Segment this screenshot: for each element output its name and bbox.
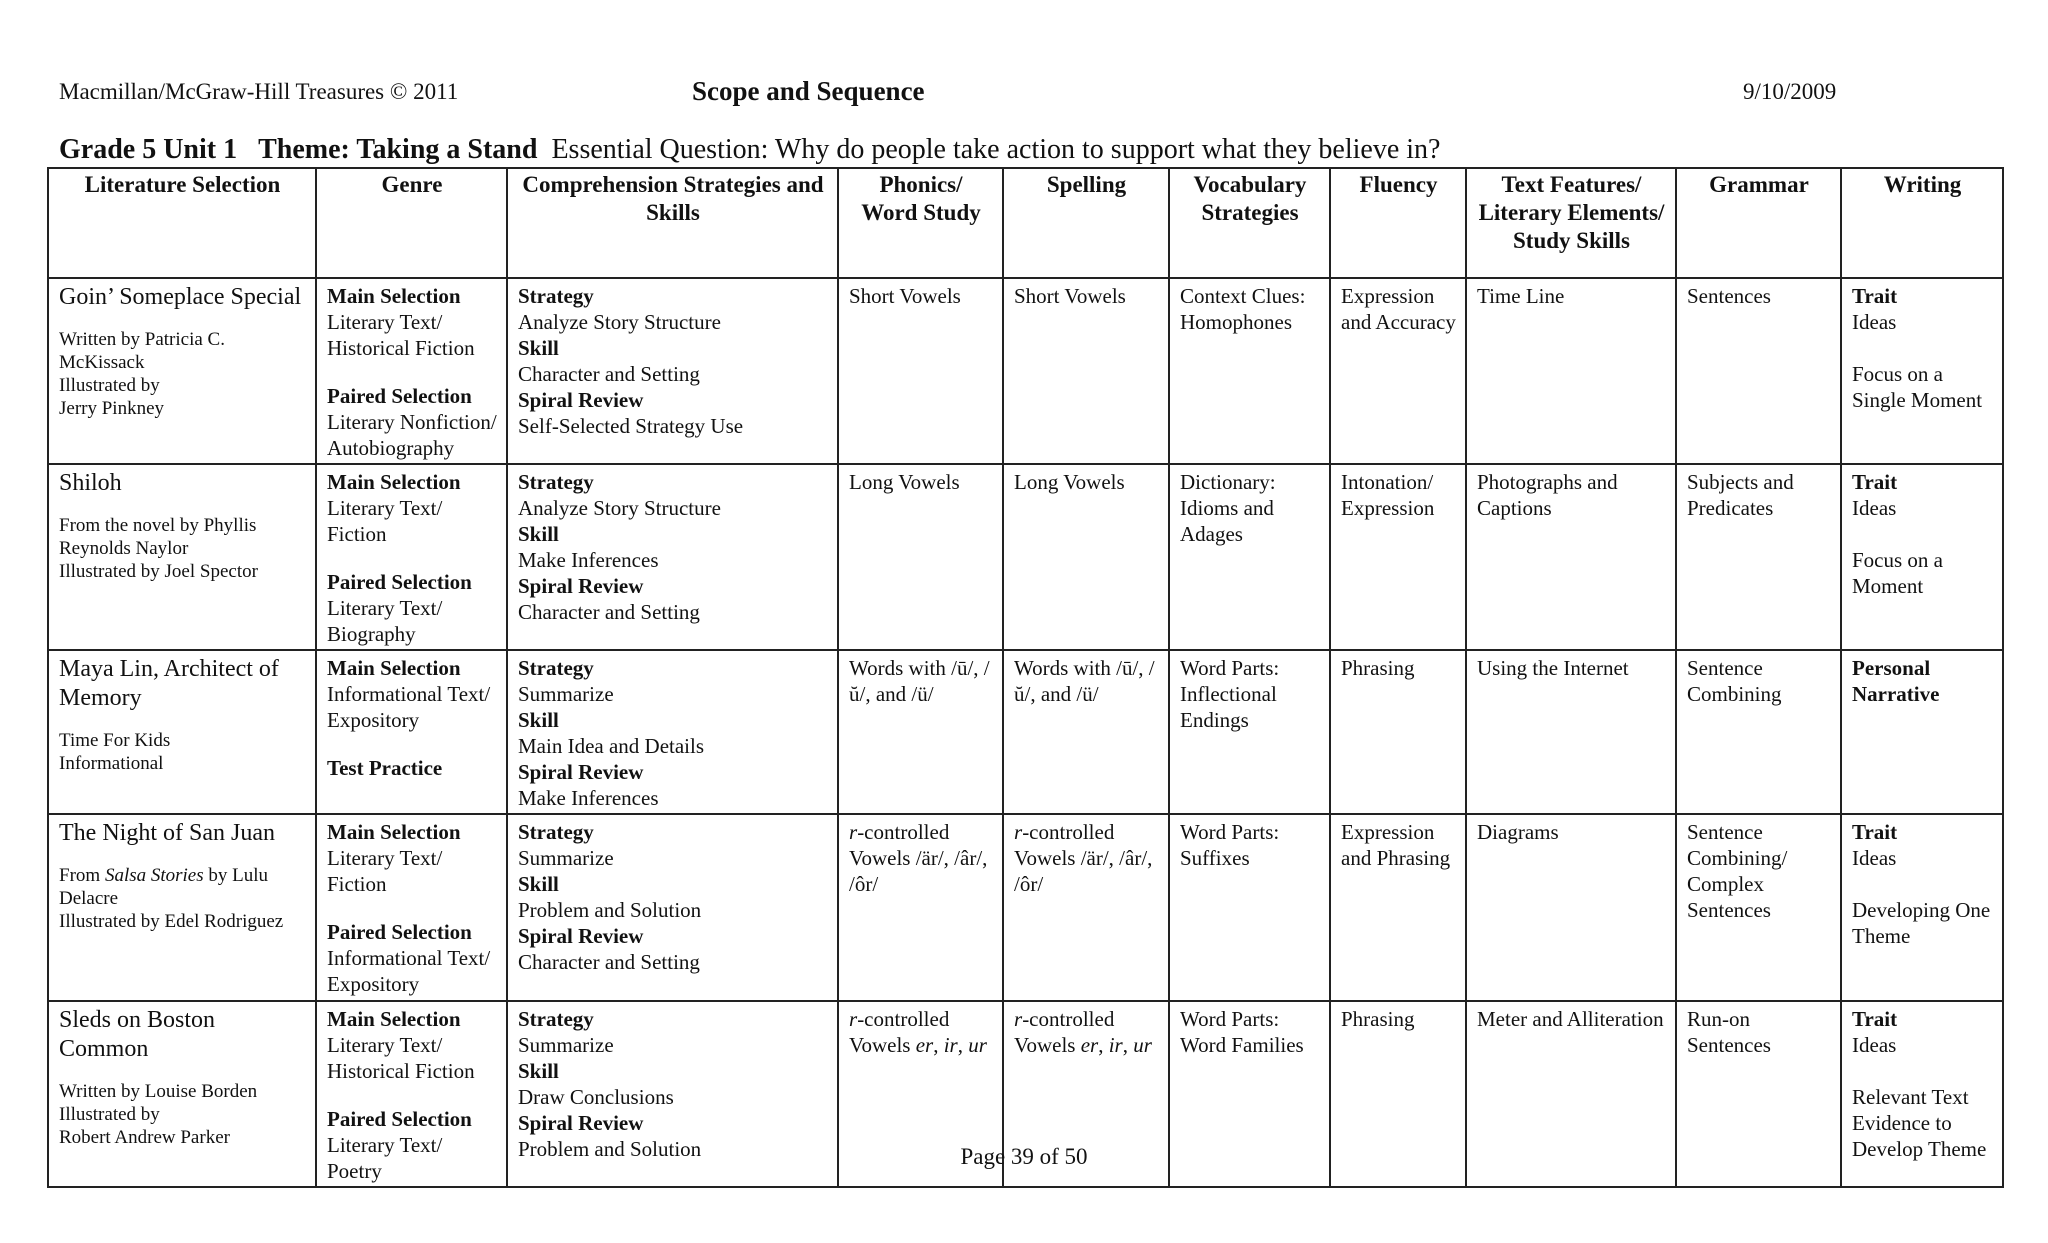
- publisher-header: Macmillan/McGraw-Hill Treasures © 2011: [59, 79, 459, 104]
- genre-label: Main Selection: [327, 656, 461, 680]
- spiral-review-value: Make Inferences: [518, 786, 659, 810]
- spiral-review-value: Character and Setting: [518, 600, 700, 624]
- writing-line: Ideas: [1852, 846, 1897, 870]
- phonics-cell: Short Vowels: [838, 278, 1003, 464]
- comprehension-cell: [507, 464, 838, 650]
- vocabulary-cell: Word Parts: Inflectional Endings: [1169, 650, 1330, 814]
- spiral-review-value: Character and Setting: [518, 950, 700, 974]
- genre-line: Poetry: [327, 1159, 382, 1183]
- genre-line: Literary Text/: [327, 310, 443, 334]
- strategy-label: Strategy: [518, 656, 594, 680]
- skill-label: Skill: [518, 708, 559, 732]
- book-title: Salsa Stories: [104, 865, 204, 886]
- theme-label: Theme: Taking a Stand: [258, 134, 538, 165]
- text-features-cell: Meter and Alliteration: [1466, 1001, 1676, 1187]
- genre-label: Main Selection: [327, 1007, 461, 1031]
- genre-line: Literary Nonfiction/: [327, 410, 497, 434]
- phonics-cell: Words with /ū/, /ŭ/, and /ü/: [838, 650, 1003, 814]
- grammar-cell: Sentence Combining/ Complex Sentences: [1676, 814, 1841, 1001]
- genre-line: Literary Text/: [327, 1133, 443, 1157]
- selection-credit: [59, 864, 306, 933]
- spiral-review-label: Spiral Review: [518, 574, 644, 598]
- writing-line: Ideas: [1852, 310, 1897, 334]
- page-number: Page 39 of 50: [960, 1144, 1088, 1169]
- credit-line: Illustrated by Joel Spector: [59, 561, 258, 582]
- col-header-vocabulary: Vocabulary Strategies: [1169, 168, 1330, 278]
- writing-label: Personal Narrative: [1852, 656, 1940, 706]
- genre-line: Informational Text/: [327, 946, 491, 970]
- genre-cell: [316, 464, 507, 650]
- genre-label: Paired Selection: [327, 1107, 472, 1131]
- genre-line: Informational Text/: [327, 682, 491, 706]
- writing-cell: [1841, 814, 2003, 1001]
- credit-line: Illustrated by Edel Rodriguez: [59, 911, 284, 932]
- genre-label: Main Selection: [327, 820, 461, 844]
- table-row: [48, 464, 2003, 650]
- selection-credit: [59, 514, 306, 583]
- fluency-cell: Intonation/ Expression: [1330, 464, 1466, 650]
- genre-line: Historical Fiction: [327, 336, 475, 360]
- spelling-sep: ,: [1122, 1033, 1134, 1057]
- strategy-label: Strategy: [518, 1007, 594, 1031]
- spiral-review-label: Spiral Review: [518, 1111, 644, 1135]
- table-row: [48, 650, 2003, 814]
- literature-cell: [48, 650, 316, 814]
- credit-line: Robert Andrew Parker: [59, 1127, 230, 1148]
- skill-label: Skill: [518, 1059, 559, 1083]
- spelling-text: -controlled Vowels /är/, /âr/, /ôr/: [1014, 820, 1153, 896]
- genre-line: Literary Text/: [327, 846, 443, 870]
- spelling-italic: er: [1080, 1033, 1099, 1057]
- table-row: [48, 278, 2003, 464]
- col-header-text-features: Text Features/ Literary Elements/ Study Skills: [1466, 168, 1676, 278]
- genre-line: Literary Text/: [327, 1033, 443, 1057]
- phonics-sep: ,: [957, 1033, 969, 1057]
- credit-line: Jerry Pinkney: [59, 398, 165, 419]
- strategy-value: Summarize: [518, 1033, 614, 1057]
- writing-line: Focus on a Single Moment: [1852, 362, 1983, 412]
- grammar-cell: Sentence Combining: [1676, 650, 1841, 814]
- spelling-italic: r: [1014, 1007, 1023, 1031]
- strategy-label: Strategy: [518, 820, 594, 844]
- writing-label: Trait: [1852, 284, 1898, 308]
- phonics-text: -controlled Vowels: [849, 1007, 950, 1057]
- selection-title: The Night of San Juan: [59, 820, 275, 846]
- phonics-italic: er: [915, 1033, 934, 1057]
- spelling-cell: Short Vowels: [1003, 278, 1169, 464]
- genre-label: Paired Selection: [327, 384, 472, 408]
- writing-label: Trait: [1852, 1007, 1898, 1031]
- grade-unit-label: Grade 5 Unit 1: [59, 134, 238, 165]
- grammar-cell: Sentences: [1676, 278, 1841, 464]
- genre-line: Fiction: [327, 872, 387, 896]
- skill-value: Make Inferences: [518, 548, 659, 572]
- spelling-cell: [1003, 814, 1169, 1001]
- writing-label: Trait: [1852, 470, 1898, 494]
- spelling-sep: ,: [1098, 1033, 1109, 1057]
- document-date: 9/10/2009: [1743, 79, 1837, 104]
- comprehension-cell: [507, 814, 838, 1001]
- skill-label: Skill: [518, 336, 559, 360]
- spiral-review-value: Problem and Solution: [518, 1137, 702, 1161]
- credit-line: Informational: [59, 753, 164, 774]
- col-header-fluency: Fluency: [1330, 168, 1466, 278]
- writing-line: Relevant Text Evidence to Develop Theme: [1852, 1085, 1987, 1161]
- literature-cell: [48, 278, 316, 464]
- skill-value: Draw Conclusions: [518, 1085, 674, 1109]
- credit-prefix: From: [59, 865, 105, 886]
- genre-line: Historical Fiction: [327, 1059, 475, 1083]
- genre-line: Expository: [327, 708, 420, 732]
- fluency-cell: Phrasing: [1330, 1001, 1466, 1187]
- comprehension-cell: [507, 278, 838, 464]
- credit-line: Illustrated by: [59, 375, 160, 396]
- vocabulary-cell: Context Clues: Homophones: [1169, 278, 1330, 464]
- scope-sequence-table: [47, 167, 2004, 1188]
- writing-line: Developing One Theme: [1852, 898, 1991, 948]
- unit-heading: [59, 134, 1440, 166]
- header-row: [48, 168, 2003, 278]
- credit-line: Written by Louise Borden: [59, 1081, 258, 1102]
- fluency-cell: Expression and Phrasing: [1330, 814, 1466, 1001]
- table-row: [48, 814, 2003, 1001]
- credit-line: Time For Kids: [59, 730, 171, 751]
- skill-value: Main Idea and Details: [518, 734, 705, 758]
- phonics-italic: r: [849, 820, 858, 844]
- text-features-cell: Time Line: [1466, 278, 1676, 464]
- genre-line: Biography: [327, 622, 416, 646]
- genre-cell: [316, 814, 507, 1001]
- col-header-phonics: Phonics/ Word Study: [838, 168, 1003, 278]
- col-header-comprehension: Comprehension Strategies and Skills: [507, 168, 838, 278]
- writing-label: Trait: [1852, 820, 1898, 844]
- spelling-italic: ur: [1133, 1033, 1152, 1057]
- genre-line: Literary Text/: [327, 596, 443, 620]
- selection-title: Sleds on Boston Common: [59, 1007, 216, 1062]
- skill-label: Skill: [518, 872, 559, 896]
- comprehension-cell: [507, 650, 838, 814]
- strategy-value: Analyze Story Structure: [518, 496, 721, 520]
- grammar-cell: Run-on Sentences: [1676, 1001, 1841, 1187]
- selection-credit: [59, 729, 306, 775]
- writing-line: Focus on a Moment: [1852, 548, 1943, 598]
- genre-line: Fiction: [327, 522, 387, 546]
- genre-label: Paired Selection: [327, 570, 472, 594]
- skill-value: Problem and Solution: [518, 898, 702, 922]
- writing-line: Ideas: [1852, 496, 1897, 520]
- credit-line: McKissack: [59, 352, 145, 373]
- skill-value: Character and Setting: [518, 362, 700, 386]
- writing-cell: [1841, 464, 2003, 650]
- spelling-cell: Words with /ū/, /ŭ/, and /ü/: [1003, 650, 1169, 814]
- col-header-writing: Writing: [1841, 168, 2003, 278]
- strategy-value: Summarize: [518, 846, 614, 870]
- text-features-cell: Using the Internet: [1466, 650, 1676, 814]
- spelling-cell: Long Vowels: [1003, 464, 1169, 650]
- selection-title: Shiloh: [59, 470, 122, 496]
- genre-label: Paired Selection: [327, 920, 472, 944]
- phonics-italic: ir: [943, 1033, 958, 1057]
- vocabulary-cell: Word Parts: Word Families: [1169, 1001, 1330, 1187]
- credit-line: [59, 864, 306, 887]
- credit-line: Written by Patricia C.: [59, 329, 225, 350]
- document-title: Scope and Sequence: [692, 76, 925, 106]
- text-features-cell: Diagrams: [1466, 814, 1676, 1001]
- credit-suffix: by Lulu: [203, 865, 269, 886]
- spelling-text: -controlled Vowels: [1014, 1007, 1115, 1057]
- grammar-cell: Subjects and Predicates: [1676, 464, 1841, 650]
- credit-line: Delacre: [59, 888, 119, 909]
- phonics-cell: Long Vowels: [838, 464, 1003, 650]
- spiral-review-label: Spiral Review: [518, 388, 644, 412]
- phonics-cell: [838, 814, 1003, 1001]
- phonics-sep: ,: [933, 1033, 944, 1057]
- selection-title: Maya Lin, Architect of Memory: [59, 656, 279, 711]
- col-header-literature: Literature Selection: [48, 168, 316, 278]
- strategy-value: Analyze Story Structure: [518, 310, 721, 334]
- literature-cell: [48, 464, 316, 650]
- writing-line: Ideas: [1852, 1033, 1897, 1057]
- genre-cell: [316, 650, 507, 814]
- selection-title: Goin’ Someplace Special: [59, 284, 302, 310]
- strategy-label: Strategy: [518, 470, 594, 494]
- genre-label: Main Selection: [327, 470, 461, 494]
- genre-line: Expository: [327, 972, 420, 996]
- vocabulary-cell: Word Parts: Suffixes: [1169, 814, 1330, 1001]
- writing-cell: [1841, 650, 2003, 814]
- genre-line: Literary Text/: [327, 496, 443, 520]
- fluency-cell: Phrasing: [1330, 650, 1466, 814]
- selection-credit: [59, 328, 306, 420]
- phonics-italic: r: [849, 1007, 858, 1031]
- literature-cell: [48, 814, 316, 1001]
- col-header-genre: Genre: [316, 168, 507, 278]
- vocabulary-cell: Dictionary: Idioms and Adages: [1169, 464, 1330, 650]
- spiral-review-value: Self-Selected Strategy Use: [518, 414, 744, 438]
- genre-label: Test Practice: [327, 756, 443, 780]
- credit-line: From the novel by Phyllis: [59, 515, 257, 536]
- selection-credit: [59, 1080, 306, 1149]
- skill-label: Skill: [518, 522, 559, 546]
- col-header-spelling: Spelling: [1003, 168, 1169, 278]
- spiral-review-label: Spiral Review: [518, 760, 644, 784]
- genre-label: Main Selection: [327, 284, 461, 308]
- spelling-italic: r: [1014, 820, 1023, 844]
- spelling-italic: ir: [1108, 1033, 1123, 1057]
- col-header-grammar: Grammar: [1676, 168, 1841, 278]
- writing-cell: [1841, 278, 2003, 464]
- phonics-italic: ur: [968, 1033, 987, 1057]
- spiral-review-label: Spiral Review: [518, 924, 644, 948]
- genre-cell: [316, 278, 507, 464]
- credit-line: Illustrated by: [59, 1104, 160, 1125]
- phonics-text: -controlled Vowels /är/, /âr/, /ôr/: [849, 820, 988, 896]
- strategy-value: Summarize: [518, 682, 614, 706]
- essential-question: Essential Question: Why do people take action to support what they believe in?: [551, 134, 1441, 165]
- credit-line: Reynolds Naylor: [59, 538, 189, 559]
- genre-line: Autobiography: [327, 436, 455, 460]
- text-features-cell: Photographs and Captions: [1466, 464, 1676, 650]
- strategy-label: Strategy: [518, 284, 594, 308]
- fluency-cell: Expression and Accuracy: [1330, 278, 1466, 464]
